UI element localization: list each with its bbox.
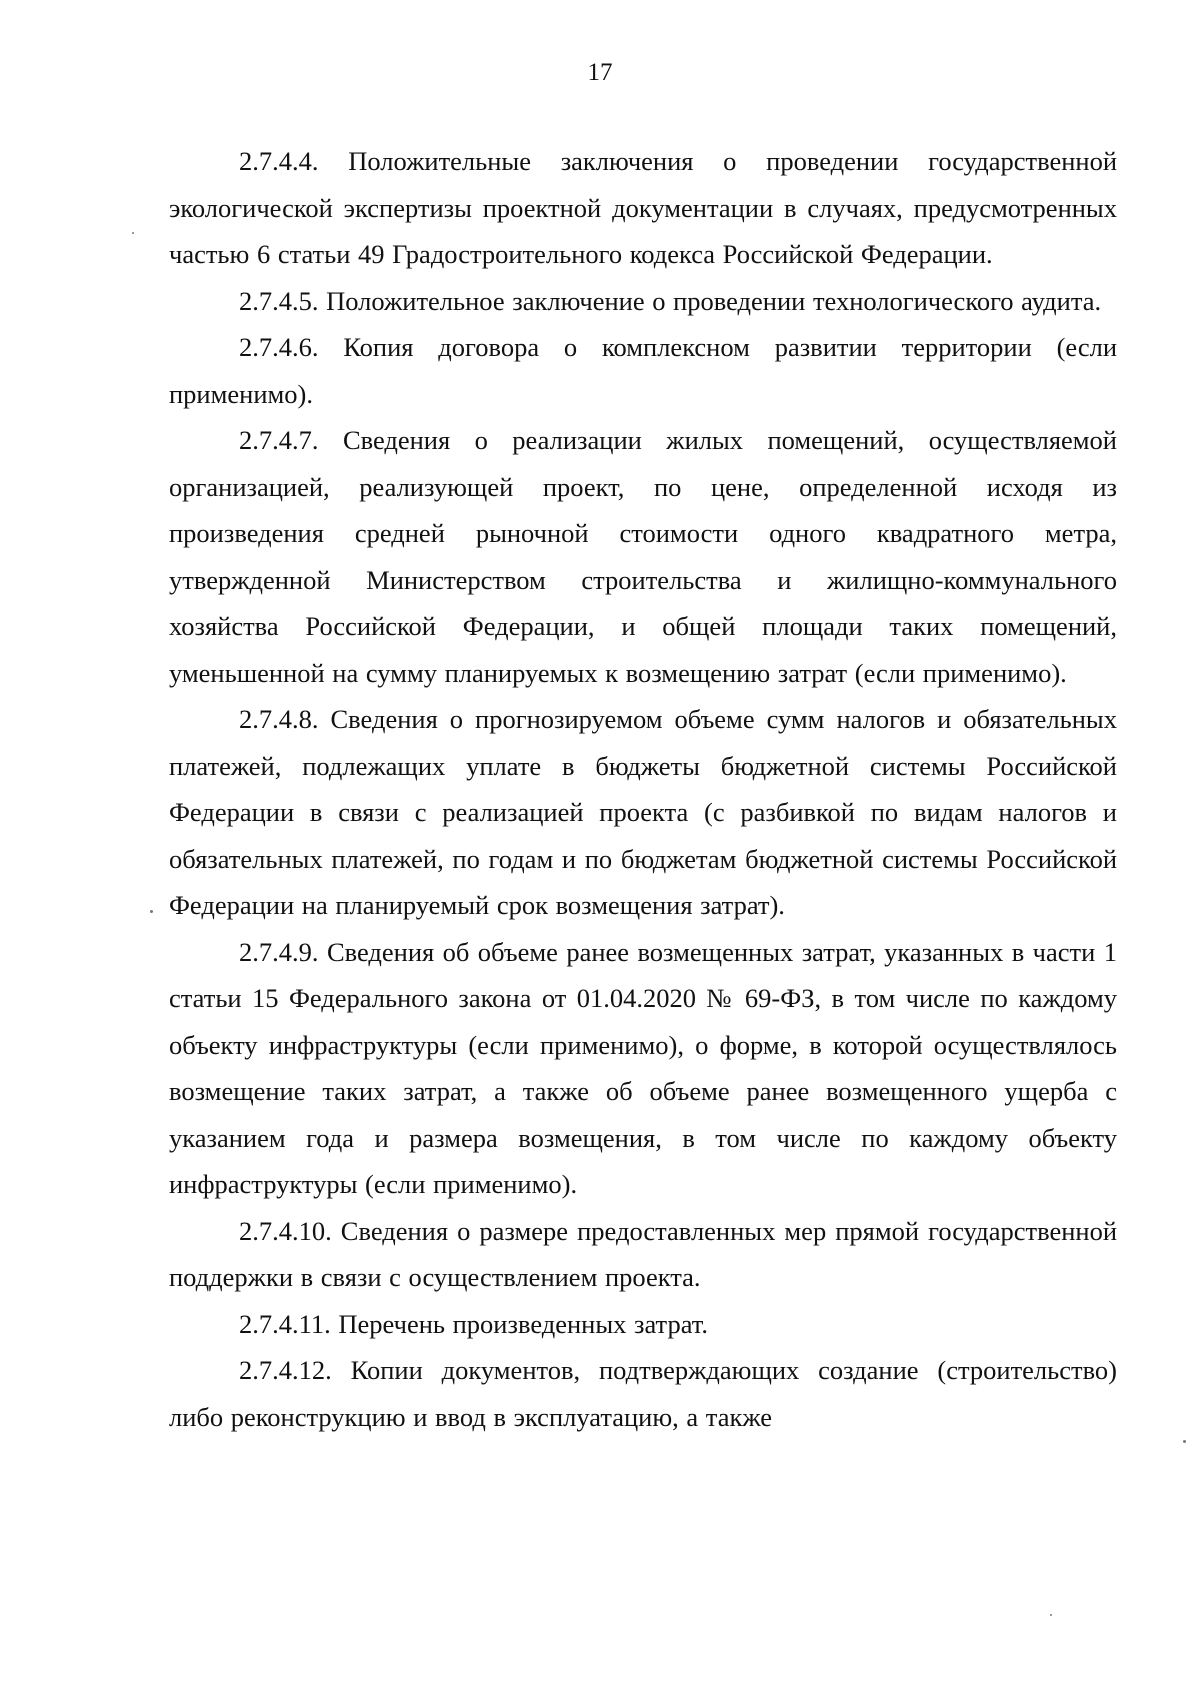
paragraph-2-7-4-5: 2.7.4.5. Положительное заключение о проведении технологического аудита.	[239, 285, 1102, 316]
scan-speck	[132, 232, 134, 234]
scan-speck	[1050, 1614, 1052, 1616]
document-body	[169, 138, 1117, 1440]
paragraph-2-7-4-11: 2.7.4.11. Перечень произведенных затрат.	[239, 1308, 709, 1339]
paragraph-2-7-4-9: 2.7.4.9. Сведения об объеме ранее возмещенных затрат, указанных в части 1 статьи 15 Федерального закона от 01.04.2020 № 69-ФЗ, в том числе по каждому объекту инфраструктуры (если применимо), о форме, в которой осуществлялось возмещение таких затрат, а также об объеме ранее возмещенного ущерба с указанием года и размера возмещения, в том числе по каждому объекту инфраструктуры (если применимо).	[169, 936, 1117, 1199]
paragraph-2-7-4-8: 2.7.4.8. Сведения о прогнозируемом объеме сумм налогов и обязательных платежей, подлежащих уплате в бюджеты бюджетной системы Российской Федерации в связи с реализацией проекта (с разбивкой по видам налогов и обязательных платежей, по годам и по бюджетам бюджетной системы Российской Федерации на планируемый срок возмещения затрат).	[169, 704, 1117, 920]
scan-speck	[150, 910, 153, 913]
paragraph-2-7-4-6: 2.7.4.6. Копия договора о комплексном развитии территории (если применимо).	[169, 332, 1117, 409]
scan-speck	[1183, 1440, 1186, 1443]
paragraph-2-7-4-10: 2.7.4.10. Сведения о размере предоставленных мер прямой государственной поддержки в связи с осуществлением проекта.	[169, 1215, 1117, 1292]
paragraph-2-7-4-7: 2.7.4.7. Сведения о реализации жилых помещений, осуществляемой организацией, реализующей проект, по цене, определенной исходя из произведения средней рыночной стоимости одного квадратного метра, утвержденной Министерством строительства и жилищно-коммунального хозяйства Российской Федерации, и общей площади таких помещений, уменьшенной на сумму планируемых к возмещению затрат (если применимо).	[169, 425, 1117, 688]
page-number: 17	[587, 59, 613, 86]
paragraph-2-7-4-4: 2.7.4.4. Положительные заключения о проведении государственной экологической экспертизы проектной документации в случаях, предусмотренных частью 6 статьи 49 Градостроительного кодекса Российской Федерации.	[169, 146, 1117, 269]
paragraph-2-7-4-12: 2.7.4.12. Копии документов, подтверждающих создание (строительство) либо реконструкцию и ввод в эксплуатацию, а также	[169, 1355, 1117, 1432]
